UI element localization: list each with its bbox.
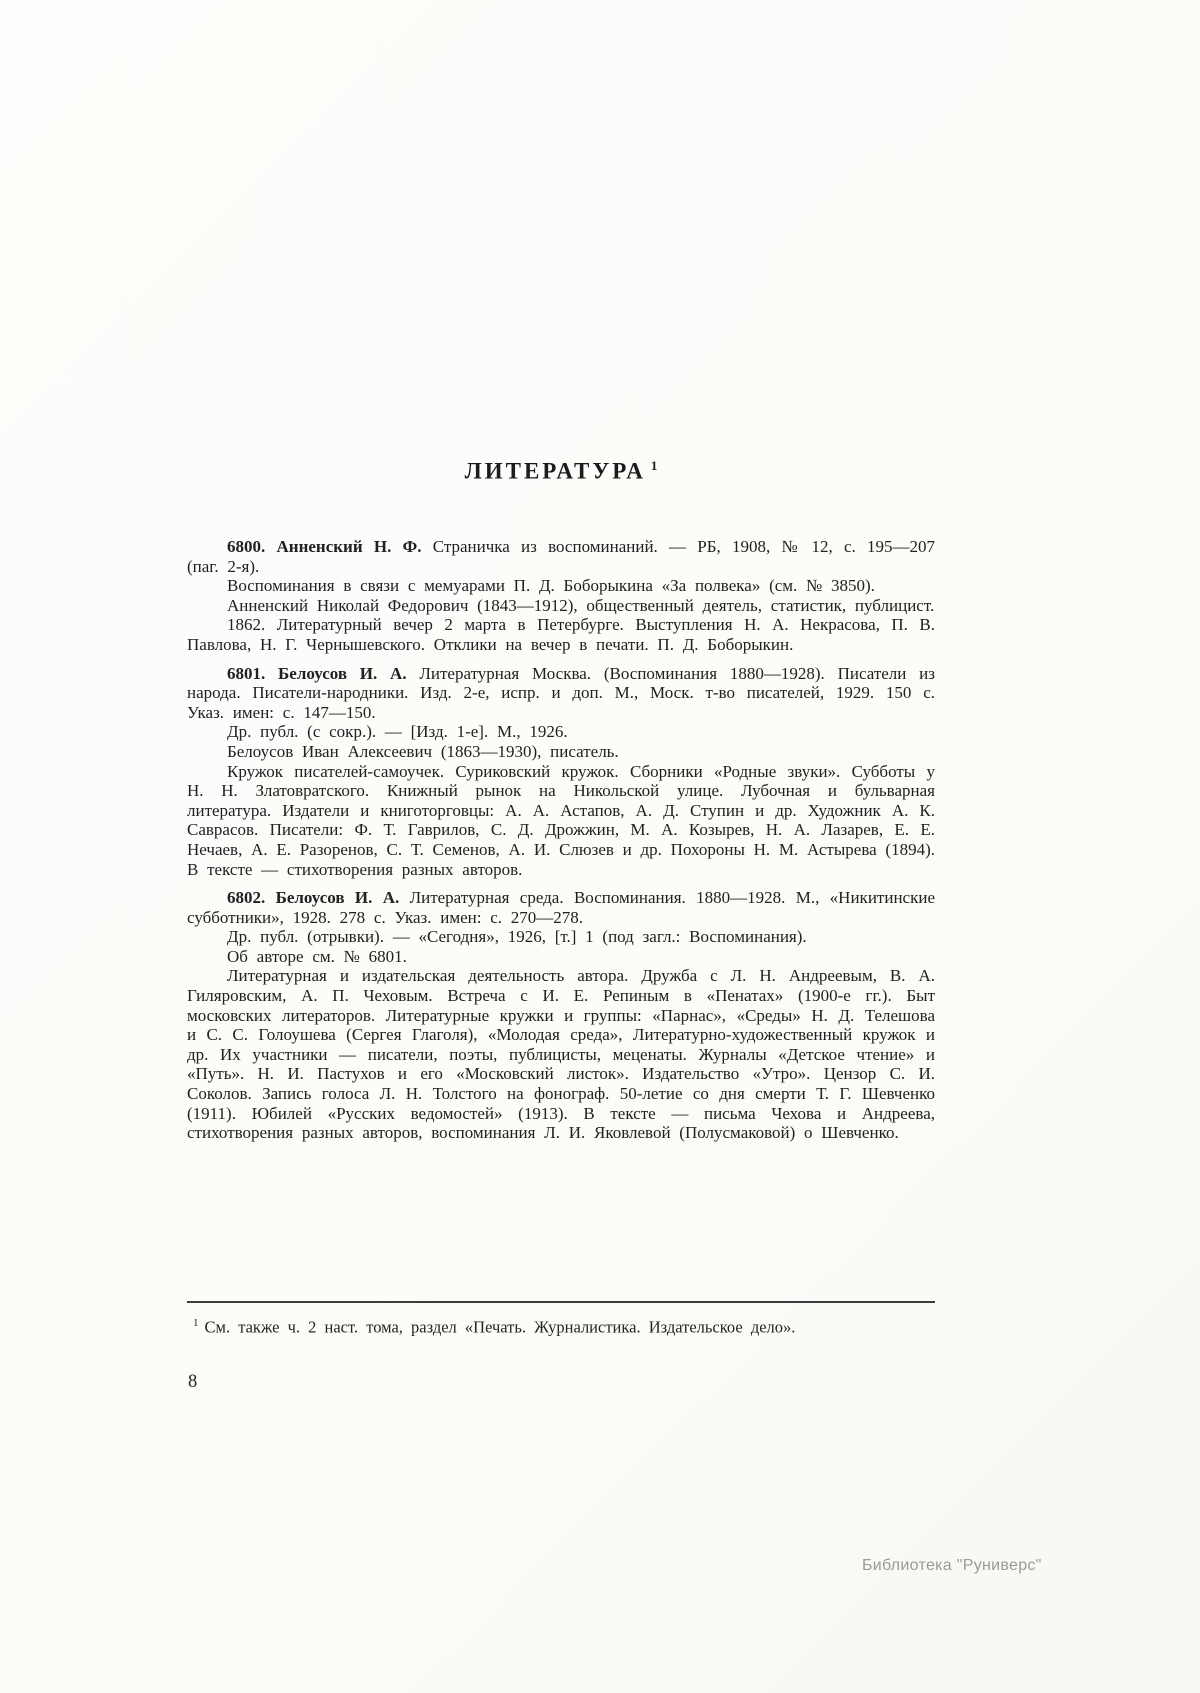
entry-paragraph [187, 537, 935, 576]
entry-paragraph [187, 966, 935, 1142]
entry-paragraph [187, 576, 935, 596]
footnote-marker: 1 [193, 1317, 199, 1329]
entry-paragraph [187, 762, 935, 880]
entry-text: Кружок писателей-самоучек. Суриковский кружок. Сборники «Родные звуки». Субботы у Н. Н. Златовратского. Книжный рынок на Никольской улице. Лубочная и бульварная литература. Издатели и книготорговцы: А. А. Астапов, А. Д. Ступин и др. Художник А. К. Саврасов. Писатели: Ф. Т. Гаврилов, С. Д. Дрожжин, М. А. Козырев, Н. А. Лазарев, Е. Е. Нечаев, А. Е. Разоренов, С. Т. Семенов, А. И. Слюзев и др. Похороны Н. М. Астырева (1894). В тексте — стихотворения разных авторов. [187, 761, 935, 879]
bibliography-entry [187, 888, 935, 1143]
entry-number-author: 6802. Белоусов И. А. [227, 888, 410, 908]
entry-paragraph [187, 927, 935, 947]
entry-paragraph [187, 596, 935, 616]
entry-text: Страничка из воспоминаний. — РБ, 1908, № 12, с. 195—207 (паг. 2-я). [187, 537, 935, 576]
entries [187, 537, 935, 1152]
entry-text: Литературная среда. Воспоминания. 1880—1928. М., «Никитинские субботники», 1928. 278 с. Указ. имен: с. 270—278. [187, 888, 935, 927]
watermark: Библиотека "Руниверс" [862, 1557, 1042, 1574]
entry-paragraph [187, 722, 935, 742]
entry-paragraph [187, 742, 935, 762]
bibliography-entry [187, 537, 935, 655]
entry-text: Др. публ. (отрывки). — «Сегодня», 1926, [т.] 1 (под загл.: Воспоминания). [227, 927, 807, 947]
entry-text: Белоусов Иван Алексеевич (1863—1930), писатель. [227, 741, 619, 761]
entry-text: Воспоминания в связи с мемуарами П. Д. Боборыкина «За полвека» (см. № 3850). [227, 576, 875, 596]
page-title [187, 458, 935, 485]
entry-number-author: 6800. Анненский Н. Ф. [227, 537, 433, 556]
page-number: 8 [188, 1372, 198, 1392]
footnote [187, 1313, 935, 1338]
entry-paragraph [187, 888, 935, 927]
entry-text: Др. публ. (с сокр.). — [Изд. 1-е]. М., 1926. [227, 722, 568, 742]
footnote-text: См. также ч. 2 наст. тома, раздел «Печать. Журналистика. Издательское дело». [204, 1317, 796, 1337]
entry-text: 1862. Литературный вечер 2 марта в Петербурге. Выступления Н. А. Некрасова, П. В. Павлова, Н. Г. Чернышевского. Отклики на вечер в печати. П. Д. Боборыкин. [187, 615, 935, 654]
entry-paragraph [187, 947, 935, 967]
entry-text: Литературная и издательская деятельность автора. Дружба с Л. Н. Андреевым, В. А. Гиляровским, А. П. Чеховым. Встреча с И. Е. Репиным в «Пенатах» (1900-е гг.). Быт московских литераторов. Литературные кружки и группы: «Парнас», «Среды» Н. Д. Телешова и С. С. Голоушева (Сергея Глаголя), «Молодая среда», Литературно-художественный кружок и др. Их участники — писатели, поэты, публицисты, меценаты. Журналы «Детское чтение» и «Путь». Н. И. Пастухов и его «Московский листок». Издательство «Утро». Цензор С. И. Соколов. Запись голоса Л. Н. Толстого на фонограф. 50-летие со дня смерти Т. Г. Шевченко (1911). Юбилей «Русских ведомостей» (1913). В тексте — письма Чехова и Андреева, стихотворения разных авторов, воспоминания Л. И. Яковлевой (Полусмаковой) о Шевченко. [187, 966, 935, 1143]
entry-number-author: 6801. Белоусов И. А. [227, 663, 420, 683]
entry-paragraph [187, 664, 935, 723]
entry-text: Об авторе см. № 6801. [227, 946, 407, 966]
entry-text: Анненский Николай Федорович (1843—1912), общественный деятель, статистик, публицист. [227, 595, 935, 615]
footnote-divider [187, 1301, 935, 1303]
title-footnote-marker: 1 [650, 458, 658, 473]
entry-text: Литературная Москва. (Воспоминания 1880—1928). Писатели из народа. Писатели-народники. Изд. 2-е, испр. и доп. М., Моск. т-во писателей, 1929. 150 с. Указ. имен: с. 147—150. [187, 663, 935, 722]
entry-paragraph [187, 615, 935, 654]
bibliography-entry [187, 664, 935, 880]
page-title-text: ЛИТЕРАТУРА [464, 458, 646, 484]
